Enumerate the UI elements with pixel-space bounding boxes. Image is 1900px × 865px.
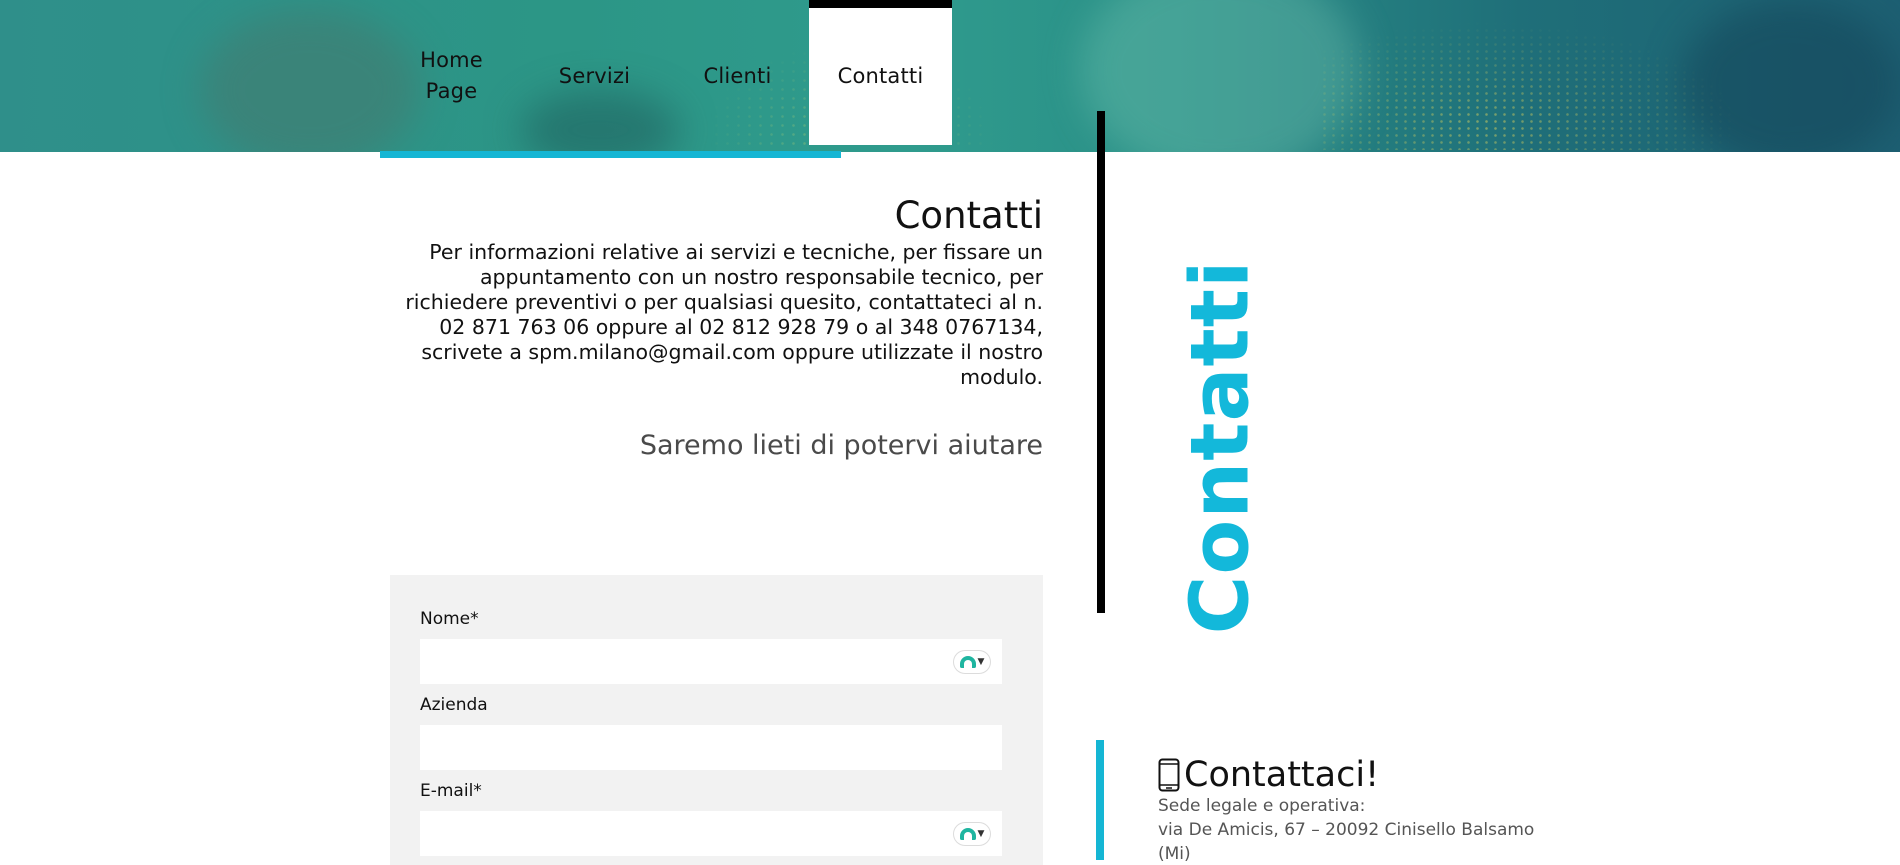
company-field[interactable]: [420, 725, 1002, 770]
chevron-down-icon: ▼: [977, 656, 985, 667]
chevron-down-icon: ▼: [977, 828, 985, 839]
nav-item-label: Servizi: [558, 63, 631, 88]
tagline: Saremo lieti di potervi aiutare: [639, 430, 1043, 461]
name-field[interactable]: [420, 639, 1002, 684]
autofill-icon: [960, 828, 976, 840]
nav-underline: [380, 151, 841, 158]
nav-item-servizi[interactable]: [523, 0, 666, 152]
nav-item-contatti[interactable]: [809, 0, 952, 145]
nav-item-label: Home Page: [420, 48, 483, 103]
name-label: Nome*: [420, 609, 479, 629]
nav-item-home[interactable]: [380, 0, 523, 152]
contact-line: (Mi): [1158, 844, 1191, 864]
contact-form: [390, 575, 1043, 865]
smartphone-icon: [1158, 758, 1180, 792]
main-nav: [380, 0, 952, 152]
intro-paragraph: Per informazioni relative ai servizi e tecniche, per fissare un appuntamento con un nostro responsabile tecnico, per richiedere preventivi o per qualsiasi quesito, contattateci al n. 02 871 763 06 oppure al 02 812 928 79 o al 348 0767134, scrivete a spm.milano@gmail.com oppure utilizzate il nostro modulo.: [405, 240, 1043, 389]
email-label: E-mail*: [420, 781, 482, 801]
autofill-badge[interactable]: [954, 823, 990, 845]
contact-heading: [1158, 755, 1379, 795]
hero-shade: [1080, 0, 1360, 152]
contact-line: Sede legale e operativa:: [1158, 796, 1366, 816]
nav-item-label: Clienti: [703, 63, 772, 88]
vertical-divider: [1097, 111, 1105, 613]
company-label: Azienda: [420, 695, 488, 715]
email-field[interactable]: [420, 811, 1002, 856]
contact-accent-bar: [1096, 740, 1104, 860]
vertical-section-title: Contatti: [1173, 259, 1267, 635]
nav-item-clienti[interactable]: [666, 0, 809, 152]
contact-address: via De Amicis, 67 – 20092 Cinisello Balsamo: [1158, 820, 1535, 840]
nav-item-label: Contatti: [837, 64, 924, 88]
contact-title: Contattaci!: [1184, 755, 1380, 795]
autofill-icon: [960, 656, 976, 668]
autofill-badge[interactable]: [954, 651, 990, 673]
hero-particles: [1320, 20, 1740, 150]
page-title: Contatti: [894, 194, 1043, 237]
